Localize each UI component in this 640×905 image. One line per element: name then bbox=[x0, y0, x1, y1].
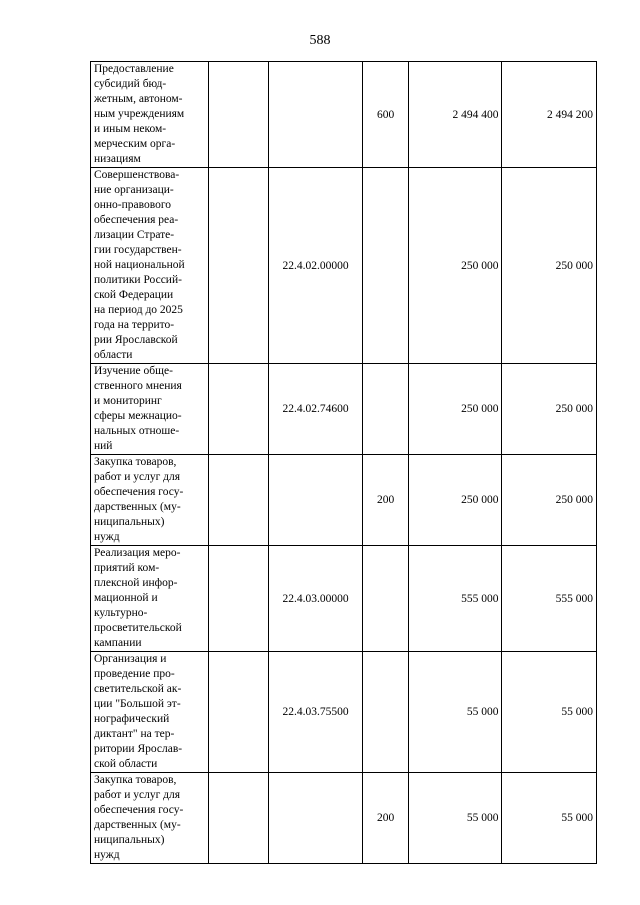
row-name-line: ниципальных) bbox=[94, 834, 165, 846]
row-name-line: приятий ком- bbox=[94, 562, 160, 574]
row-name-line: светительской ак- bbox=[94, 683, 182, 695]
table-row bbox=[91, 546, 597, 652]
row-name-line: Предоставление bbox=[94, 63, 174, 75]
row-blank-cell bbox=[208, 62, 268, 168]
row-name-line: субсидий бюд- bbox=[94, 78, 167, 90]
row-type-cell bbox=[363, 652, 409, 773]
row-name-line: обеспечения госу- bbox=[94, 804, 184, 816]
row-name-line: года на террито- bbox=[94, 319, 175, 331]
row-type-cell: 200 bbox=[363, 455, 409, 546]
row-type-cell: 200 bbox=[363, 773, 409, 864]
row-code-cell bbox=[268, 62, 362, 168]
row-name-line: и иным неком- bbox=[94, 123, 167, 135]
row-blank-cell bbox=[208, 168, 268, 364]
row-sum1-cell: 250 000 bbox=[409, 364, 502, 455]
row-name-line: нографический bbox=[94, 713, 170, 725]
row-name-line: лизации Страте- bbox=[94, 229, 175, 241]
row-name-line: Совершенствова- bbox=[94, 169, 180, 181]
row-name-line: ниципальных) bbox=[94, 516, 165, 528]
row-name-line: онно-правового bbox=[94, 199, 172, 211]
row-name-line: нужд bbox=[94, 849, 120, 861]
row-name-line: культурно- bbox=[94, 607, 148, 619]
page-number: 588 bbox=[309, 33, 331, 48]
row-sum1-cell: 55 000 bbox=[409, 773, 502, 864]
table-body bbox=[91, 62, 597, 864]
row-sum2-cell: 250 000 bbox=[502, 455, 597, 546]
row-name-line: ным учреждениям bbox=[94, 108, 185, 120]
row-name-line: гии государствен- bbox=[94, 244, 182, 256]
row-sum2-cell: 555 000 bbox=[502, 546, 597, 652]
table-row bbox=[91, 168, 597, 364]
table-row bbox=[91, 773, 597, 864]
table-row bbox=[91, 652, 597, 773]
row-name-line: обеспечения госу- bbox=[94, 486, 184, 498]
row-blank-cell bbox=[208, 652, 268, 773]
row-code-cell bbox=[268, 773, 362, 864]
row-name-line: работ и услуг для bbox=[94, 471, 181, 483]
row-name-line: низациям bbox=[94, 153, 141, 165]
row-name-line: ской Федерации bbox=[94, 289, 174, 301]
row-name-line: ние организаци- bbox=[94, 184, 174, 196]
row-type-cell bbox=[363, 546, 409, 652]
row-name-line: ции "Большой эт- bbox=[94, 698, 181, 710]
row-blank-cell bbox=[208, 546, 268, 652]
row-name-line: ской области bbox=[94, 758, 158, 770]
row-name-line: на период до 2025 bbox=[94, 304, 183, 316]
row-blank-cell bbox=[208, 773, 268, 864]
row-type-cell bbox=[363, 364, 409, 455]
row-name-line: ний bbox=[94, 440, 113, 452]
row-name-cell bbox=[91, 168, 209, 364]
row-name-line: плексной инфор- bbox=[94, 577, 178, 589]
row-name-line: Закупка товаров, bbox=[94, 774, 177, 786]
row-name-line: и мониторинг bbox=[94, 395, 162, 407]
row-code-cell: 22.4.03.00000 bbox=[268, 546, 362, 652]
row-name-line: Изучение обще- bbox=[94, 365, 173, 377]
row-sum2-cell: 250 000 bbox=[502, 168, 597, 364]
row-code-cell: 22.4.03.75500 bbox=[268, 652, 362, 773]
row-name-line: жетным, автоном- bbox=[94, 93, 183, 105]
row-name-line: ритории Ярослав- bbox=[94, 743, 183, 755]
row-name-line: сферы межнацио- bbox=[94, 410, 182, 422]
row-name-line: Организация и bbox=[94, 653, 167, 665]
row-sum2-cell: 55 000 bbox=[502, 773, 597, 864]
table-row bbox=[91, 364, 597, 455]
row-name-cell bbox=[91, 455, 209, 546]
row-type-cell: 600 bbox=[363, 62, 409, 168]
row-name-line: мационной и bbox=[94, 592, 158, 604]
table-row bbox=[91, 62, 597, 168]
row-name-line: ной национальной bbox=[94, 259, 185, 271]
row-name-line: проведение про- bbox=[94, 668, 175, 680]
row-name-line: дарственных (му- bbox=[94, 819, 181, 831]
row-sum1-cell: 55 000 bbox=[409, 652, 502, 773]
row-sum1-cell: 2 494 400 bbox=[409, 62, 502, 168]
row-sum2-cell: 55 000 bbox=[502, 652, 597, 773]
row-name-cell bbox=[91, 773, 209, 864]
row-name-line: Закупка товаров, bbox=[94, 456, 177, 468]
row-name-line: мерческим орга- bbox=[94, 138, 176, 150]
row-name-line: нужд bbox=[94, 531, 120, 543]
row-sum1-cell: 555 000 bbox=[409, 546, 502, 652]
row-name-line: просветительской bbox=[94, 622, 182, 634]
row-name-line: ственного мнения bbox=[94, 380, 182, 392]
row-name-line: Реализация меро- bbox=[94, 547, 181, 559]
row-name-line: диктант" на тер- bbox=[94, 728, 175, 740]
budget-table bbox=[90, 61, 597, 864]
row-name-line: обеспечения реа- bbox=[94, 214, 179, 226]
row-blank-cell bbox=[208, 364, 268, 455]
table-row bbox=[91, 455, 597, 546]
row-sum2-cell: 2 494 200 bbox=[502, 62, 597, 168]
row-name-line: нальных отноше- bbox=[94, 425, 180, 437]
row-name-cell bbox=[91, 364, 209, 455]
row-code-cell: 22.4.02.00000 bbox=[268, 168, 362, 364]
row-name-cell bbox=[91, 546, 209, 652]
row-code-cell: 22.4.02.74600 bbox=[268, 364, 362, 455]
row-blank-cell bbox=[208, 455, 268, 546]
row-sum1-cell: 250 000 bbox=[409, 168, 502, 364]
row-name-cell bbox=[91, 652, 209, 773]
row-type-cell bbox=[363, 168, 409, 364]
row-sum2-cell: 250 000 bbox=[502, 364, 597, 455]
row-sum1-cell: 250 000 bbox=[409, 455, 502, 546]
row-name-line: дарственных (му- bbox=[94, 501, 181, 513]
row-code-cell bbox=[268, 455, 362, 546]
row-name-line: политики Россий- bbox=[94, 274, 182, 286]
row-name-line: кампании bbox=[94, 637, 142, 649]
row-name-line: работ и услуг для bbox=[94, 789, 181, 801]
row-name-line: рии Ярославской bbox=[94, 334, 178, 346]
row-name-cell bbox=[91, 62, 209, 168]
row-name-line: области bbox=[94, 349, 133, 361]
